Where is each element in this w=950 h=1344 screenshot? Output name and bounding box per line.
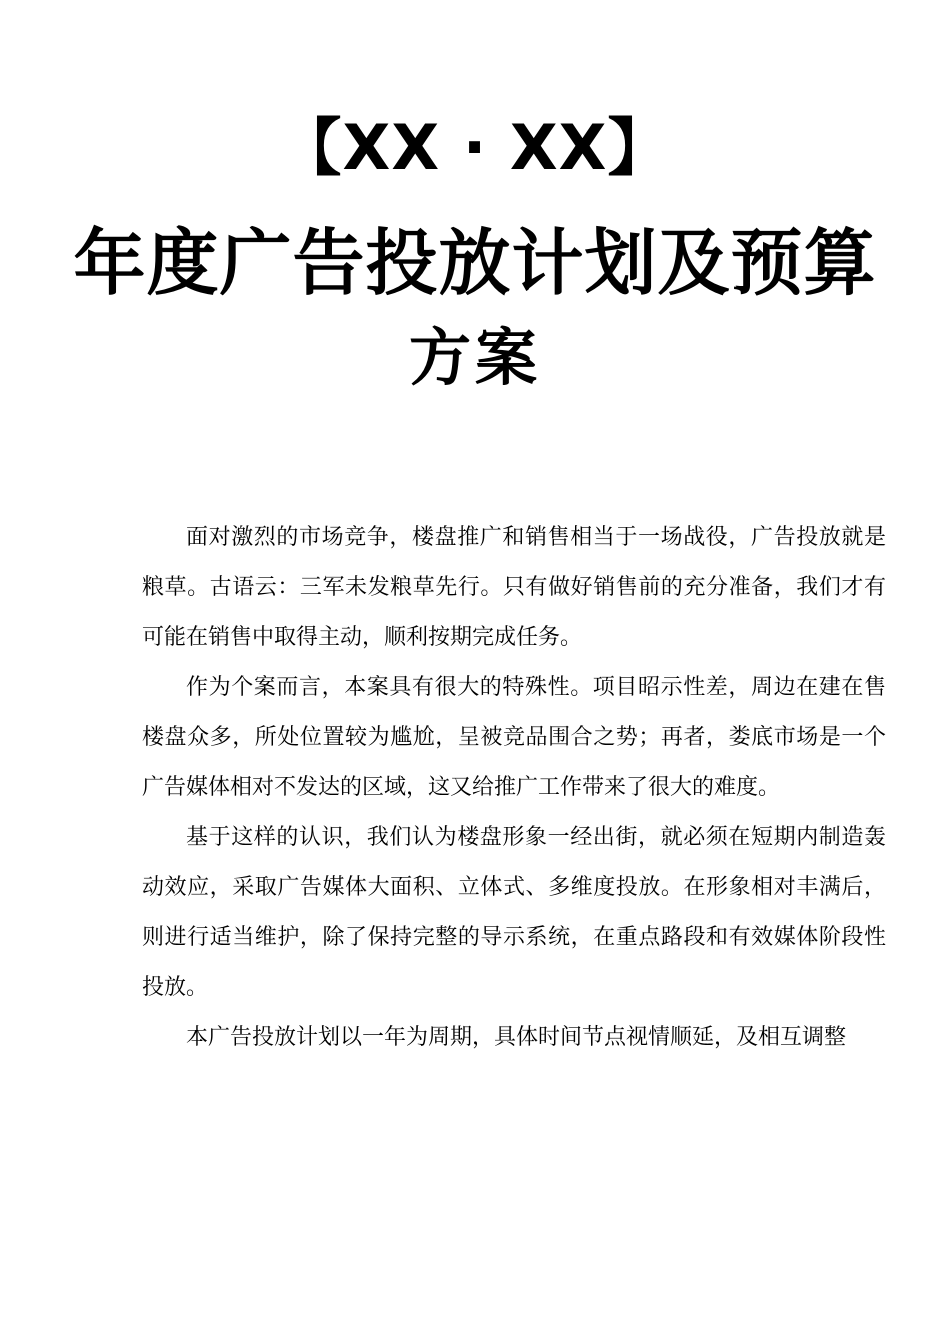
title-line-main: 年度广告投放计划及预算 — [73, 221, 877, 305]
paragraph-plan-period: 本广告投放计划以一年为周期，具体时间节点视情顺延，及相互调整 — [186, 1025, 847, 1050]
document-body — [142, 513, 886, 1063]
title-line-sub: 方案 — [408, 321, 541, 394]
paragraph-intro: 面对激烈的市场竞争，楼盘推广和销售相当于一场战役，广告投放就是粮草。古语云：三军未发粮草先行。只有做好销售前的充分准备，我们才有可能在销售中取得主动，顺利按期完成任务。 — [142, 525, 886, 650]
paragraph-strategy: 基于这样的认识，我们认为楼盘形象一经出街，就必须在短期内制造轰动效应，采取广告媒体大面积、立体式、多维度投放。在形象相对丰满后，则进行适当维护，除了保持完整的导示系统，在重点路段和有效媒体阶段性投放。 — [142, 825, 886, 1000]
title-line-company: 【XX · XX】 — [279, 111, 671, 184]
paragraph-project-situation: 作为个案而言，本案具有很大的特殊性。项目昭示性差，周边在建在售楼盘众多，所处位置较为尴尬，呈被竞品围合之势；再者，娄底市场是一个广告媒体相对不发达的区域，这又给推广工作带来了很大的难度。 — [142, 675, 886, 800]
document-title — [0, 108, 950, 403]
